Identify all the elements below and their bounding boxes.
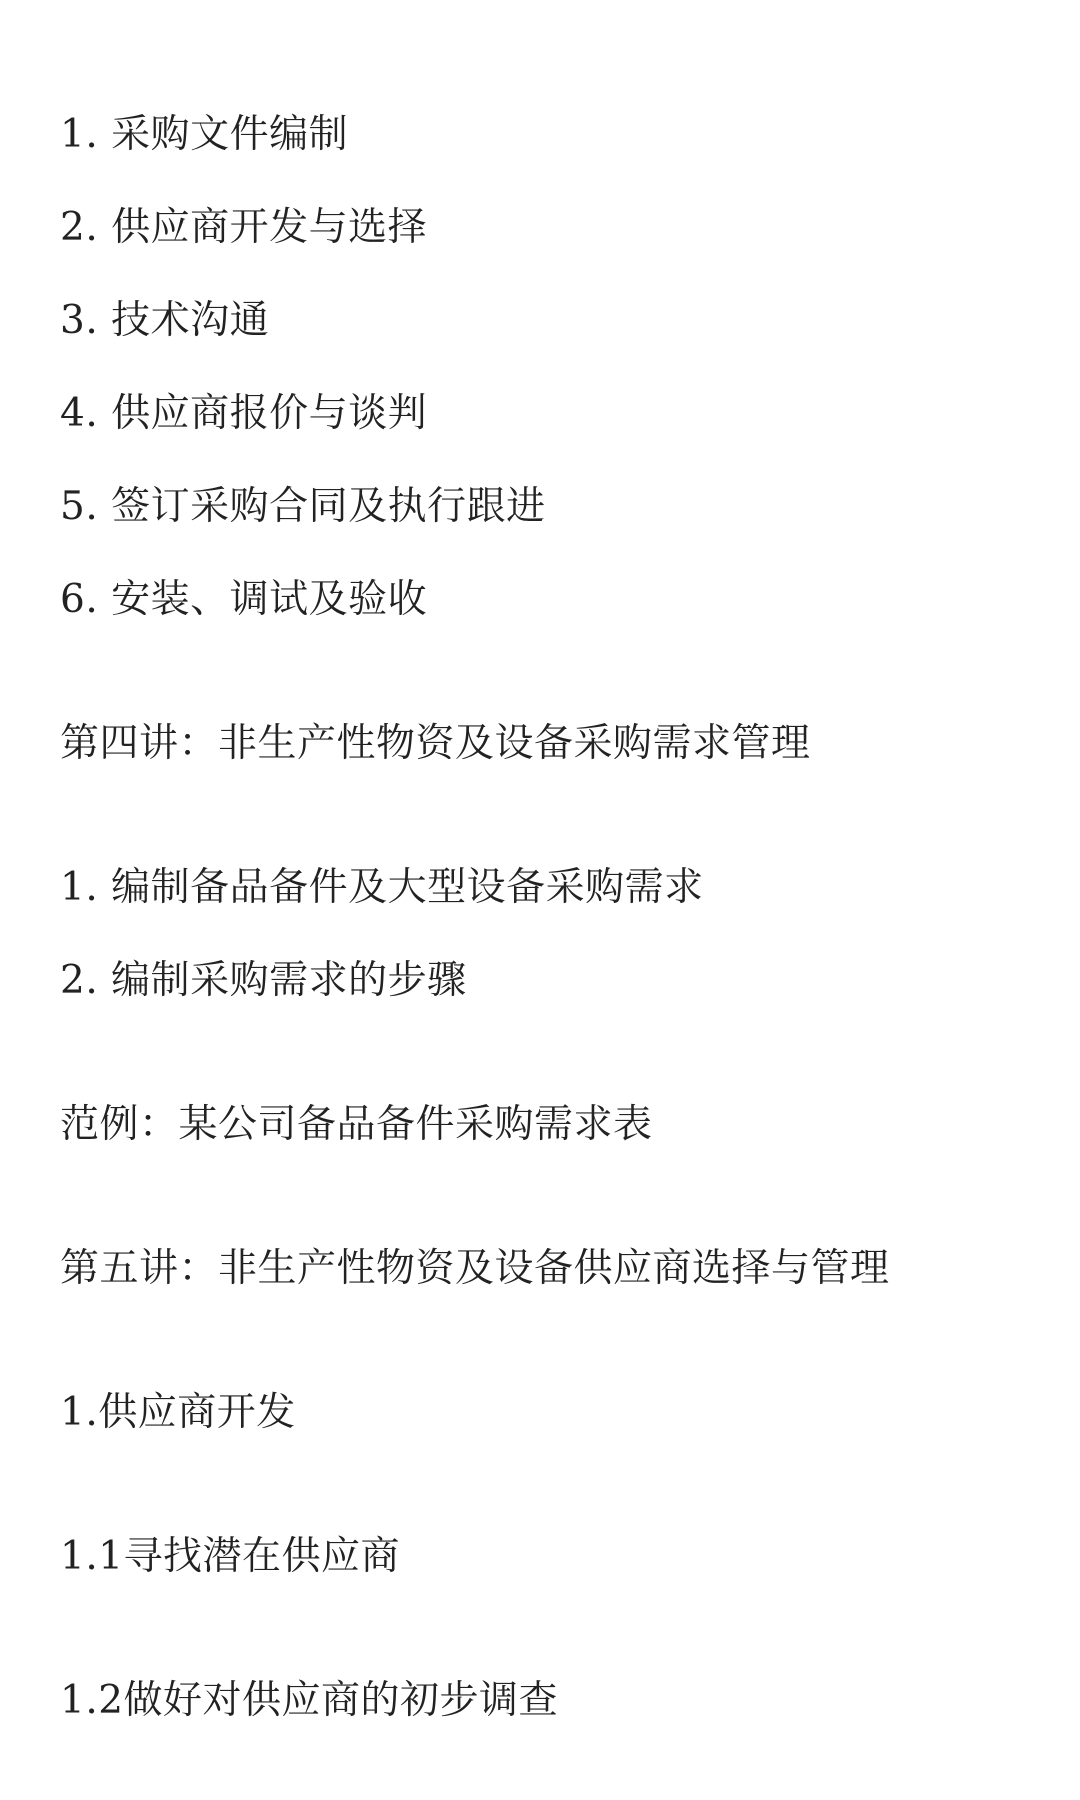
section-heading: 第五讲：非生产性物资及设备供应商选择与管理 [60, 1246, 890, 1291]
list-item: 4. 供应商报价与谈判 [60, 391, 428, 436]
list-item: 5. 签订采购合同及执行跟进 [60, 484, 546, 529]
list-item: 6. 安装、调试及验收 [60, 577, 428, 622]
list-item: 1.1寻找潜在供应商 [60, 1534, 401, 1579]
list-item: 2. 供应商开发与选择 [60, 205, 428, 250]
list-item: 1. 采购文件编制 [60, 112, 349, 157]
list-item: 1.2做好对供应商的初步调查 [60, 1678, 559, 1723]
list-item: 2. 编制采购需求的步骤 [60, 958, 467, 1003]
section-heading: 第四讲：非生产性物资及设备采购需求管理 [60, 721, 811, 766]
example-line: 范例：某公司备品备件采购需求表 [60, 1102, 653, 1147]
list-item: 1. 编制备品备件及大型设备采购需求 [60, 865, 704, 910]
list-item: 3. 技术沟通 [60, 298, 270, 343]
list-item: 1.供应商开发 [60, 1390, 296, 1435]
